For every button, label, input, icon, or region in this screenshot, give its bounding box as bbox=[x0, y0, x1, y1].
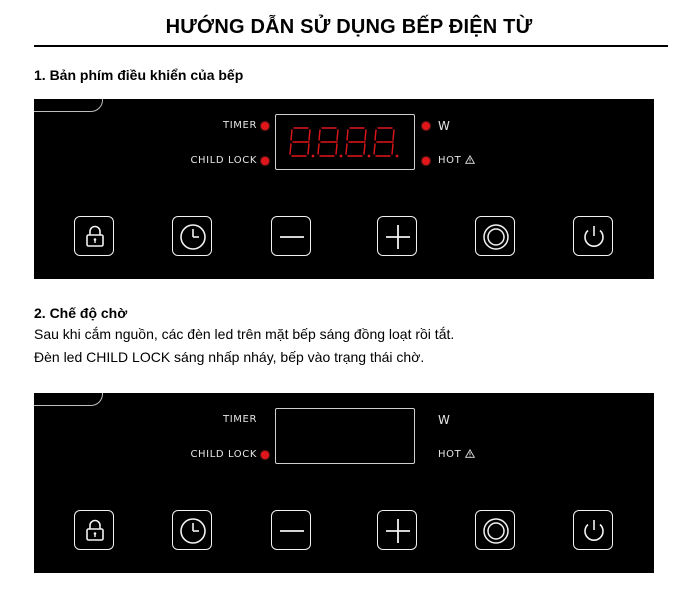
digit-segment bbox=[374, 144, 375, 154]
digit-segment bbox=[308, 144, 309, 154]
plus-icon bbox=[378, 217, 418, 257]
child-lock-led bbox=[261, 451, 269, 459]
digit-segment bbox=[336, 144, 337, 154]
function-button[interactable] bbox=[475, 510, 515, 550]
section2-heading: 2. Chế độ chờ bbox=[34, 305, 128, 321]
timer-label: TIMER bbox=[223, 120, 257, 131]
plus-button[interactable] bbox=[377, 216, 417, 256]
timer-label: TIMER bbox=[223, 414, 257, 425]
digit-segment bbox=[291, 130, 292, 140]
child-lock-button[interactable] bbox=[74, 510, 114, 550]
decimal-point bbox=[368, 155, 371, 158]
decimal-point bbox=[312, 155, 315, 158]
clock-icon bbox=[173, 217, 213, 257]
plus-button[interactable] bbox=[377, 510, 417, 550]
seven-segment-digits bbox=[276, 115, 416, 171]
hot-label bbox=[438, 155, 475, 166]
hot-led bbox=[422, 157, 430, 165]
digit-segment bbox=[375, 130, 376, 140]
warning-triangle-icon bbox=[465, 155, 475, 164]
function-button[interactable] bbox=[475, 216, 515, 256]
w-label: W bbox=[438, 119, 451, 133]
panel-corner-frame bbox=[34, 99, 103, 112]
digit-segment bbox=[393, 130, 394, 140]
page-title: HƯỚNG DẪN SỬ DỤNG BẾP ĐIỆN TỪ bbox=[165, 16, 533, 38]
section1-heading: 1. Bản phím điều khiển của bếp bbox=[34, 67, 244, 83]
digit-segment bbox=[347, 130, 348, 140]
warning-triangle-icon bbox=[465, 449, 475, 458]
control-panel-standby bbox=[34, 393, 654, 573]
digit-segment bbox=[309, 130, 310, 140]
title-divider bbox=[34, 45, 668, 47]
digit-segment bbox=[364, 144, 365, 154]
hot-label-text: HOT bbox=[438, 449, 462, 460]
w-led bbox=[422, 122, 430, 130]
power-button[interactable] bbox=[573, 216, 613, 256]
child-lock-label: CHILD LOCK bbox=[190, 449, 257, 460]
digital-display bbox=[275, 114, 415, 170]
section2-line-1: Sau khi cắm nguồn, các đèn led trên mặt bếp sáng đồng loạt rồi tắt. bbox=[34, 326, 455, 342]
clock-icon bbox=[173, 511, 213, 551]
child-lock-label: CHILD LOCK bbox=[190, 155, 257, 166]
timer-button[interactable] bbox=[172, 216, 212, 256]
minus-button[interactable] bbox=[271, 216, 311, 256]
digit-segment bbox=[365, 130, 366, 140]
digit-segment bbox=[392, 144, 393, 154]
lock-icon bbox=[75, 217, 115, 257]
concentric-circles-icon bbox=[476, 217, 516, 257]
plus-icon bbox=[378, 511, 418, 551]
control-panel-full bbox=[34, 99, 654, 279]
digit-segment bbox=[319, 130, 320, 140]
digit-segment bbox=[346, 144, 347, 154]
minus-icon bbox=[272, 511, 312, 551]
digit-segment bbox=[290, 144, 291, 154]
decimal-point bbox=[340, 155, 343, 158]
timer-button[interactable] bbox=[172, 510, 212, 550]
power-button[interactable] bbox=[573, 510, 613, 550]
w-label: W bbox=[438, 413, 451, 427]
decimal-point bbox=[396, 155, 399, 158]
section2-line-2: Đèn led CHILD LOCK sáng nhấp nháy, bếp vào trạng thái chờ. bbox=[34, 349, 425, 365]
digit-segment bbox=[318, 144, 319, 154]
timer-led bbox=[261, 122, 269, 130]
minus-icon bbox=[272, 217, 312, 257]
minus-button[interactable] bbox=[271, 510, 311, 550]
digit-segment bbox=[337, 130, 338, 140]
hot-label-text: HOT bbox=[438, 155, 462, 166]
lock-icon bbox=[75, 511, 115, 551]
child-lock-led bbox=[261, 157, 269, 165]
panel-corner-frame bbox=[34, 393, 103, 406]
power-icon bbox=[574, 217, 614, 257]
digital-display-off bbox=[275, 408, 415, 464]
concentric-circles-icon bbox=[476, 511, 516, 551]
child-lock-button[interactable] bbox=[74, 216, 114, 256]
power-icon bbox=[574, 511, 614, 551]
hot-label bbox=[438, 449, 475, 460]
